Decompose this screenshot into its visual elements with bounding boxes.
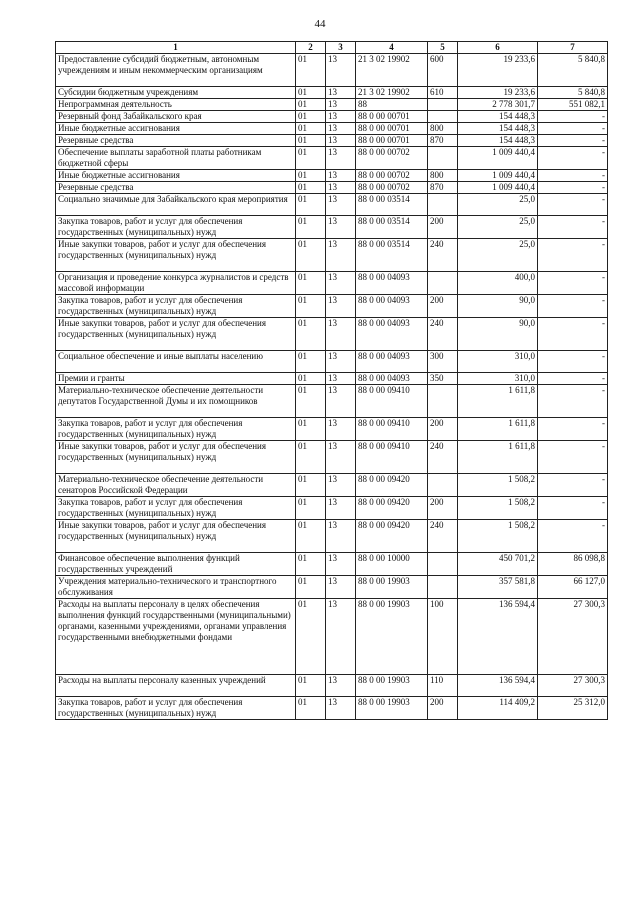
header-col-4: 4 <box>356 42 428 54</box>
row-subsection-cell: 13 <box>326 99 356 111</box>
row-section-cell: 01 <box>296 418 326 441</box>
row-amount-cell: 136 594,4 <box>458 599 538 675</box>
table-row <box>56 111 608 123</box>
table-row <box>56 239 608 272</box>
table-row <box>56 697 608 720</box>
row-amount-2-cell: 86 098,8 <box>538 553 608 576</box>
row-amount-2-cell: - <box>538 272 608 295</box>
row-section-cell: 01 <box>296 441 326 474</box>
row-target-code-cell: 88 0 00 00701 <box>356 123 428 135</box>
row-expense-type-cell: 600 <box>428 54 458 87</box>
row-target-code-cell: 88 0 00 09410 <box>356 385 428 418</box>
row-section-cell: 01 <box>296 675 326 697</box>
row-amount-cell: 400,0 <box>458 272 538 295</box>
budget-table <box>55 41 608 720</box>
table-row <box>56 295 608 318</box>
row-subsection-cell: 13 <box>326 216 356 239</box>
row-name-cell: Организация и проведение конкурса журналистов и средств массовой информации <box>56 272 296 295</box>
row-target-code-cell: 88 0 00 04093 <box>356 351 428 373</box>
row-section-cell: 01 <box>296 99 326 111</box>
row-name-cell: Непрограммная деятельность <box>56 99 296 111</box>
row-subsection-cell: 13 <box>326 599 356 675</box>
row-amount-cell: 19 233,6 <box>458 87 538 99</box>
row-amount-2-cell: - <box>538 295 608 318</box>
row-target-code-cell: 88 0 00 09420 <box>356 497 428 520</box>
row-amount-cell: 25,0 <box>458 216 538 239</box>
table-row <box>56 441 608 474</box>
table-row <box>56 194 608 216</box>
row-expense-type-cell: 350 <box>428 373 458 385</box>
row-amount-2-cell: - <box>538 123 608 135</box>
row-subsection-cell: 13 <box>326 418 356 441</box>
row-expense-type-cell: 610 <box>428 87 458 99</box>
row-amount-cell: 1 009 440,4 <box>458 170 538 182</box>
row-amount-cell: 1 611,8 <box>458 441 538 474</box>
row-amount-2-cell: 5 840,8 <box>538 87 608 99</box>
row-name-cell: Резервные средства <box>56 182 296 194</box>
row-target-code-cell: 88 0 00 19903 <box>356 697 428 720</box>
row-subsection-cell: 13 <box>326 123 356 135</box>
row-expense-type-cell: 240 <box>428 441 458 474</box>
row-name-cell: Закупка товаров, работ и услуг для обеспечения государственных (муниципальных) нужд <box>56 497 296 520</box>
row-subsection-cell: 13 <box>326 697 356 720</box>
row-name-cell: Закупка товаров, работ и услуг для обеспечения государственных (муниципальных) нужд <box>56 295 296 318</box>
row-amount-cell: 1 611,8 <box>458 418 538 441</box>
row-subsection-cell: 13 <box>326 373 356 385</box>
row-target-code-cell: 88 0 00 19903 <box>356 675 428 697</box>
row-amount-cell: 90,0 <box>458 318 538 351</box>
row-amount-cell: 1 508,2 <box>458 520 538 553</box>
row-subsection-cell: 13 <box>326 318 356 351</box>
row-subsection-cell: 13 <box>326 54 356 87</box>
row-subsection-cell: 13 <box>326 441 356 474</box>
row-expense-type-cell: 870 <box>428 182 458 194</box>
row-name-cell: Закупка товаров, работ и услуг для обеспечения государственных (муниципальных) нужд <box>56 418 296 441</box>
row-section-cell: 01 <box>296 295 326 318</box>
row-subsection-cell: 13 <box>326 497 356 520</box>
row-expense-type-cell: 200 <box>428 295 458 318</box>
row-subsection-cell: 13 <box>326 111 356 123</box>
row-expense-type-cell <box>428 385 458 418</box>
row-expense-type-cell: 200 <box>428 418 458 441</box>
row-amount-2-cell: - <box>538 497 608 520</box>
row-amount-cell: 1 009 440,4 <box>458 182 538 194</box>
row-section-cell: 01 <box>296 697 326 720</box>
row-amount-2-cell: - <box>538 474 608 497</box>
row-target-code-cell: 88 0 00 03514 <box>356 216 428 239</box>
row-amount-2-cell: - <box>538 385 608 418</box>
row-expense-type-cell: 100 <box>428 599 458 675</box>
row-amount-cell: 114 409,2 <box>458 697 538 720</box>
row-expense-type-cell <box>428 194 458 216</box>
row-expense-type-cell: 240 <box>428 239 458 272</box>
row-name-cell: Закупка товаров, работ и услуг для обеспечения государственных (муниципальных) нужд <box>56 697 296 720</box>
row-expense-type-cell: 240 <box>428 318 458 351</box>
row-amount-2-cell: - <box>538 182 608 194</box>
row-amount-2-cell: 5 840,8 <box>538 54 608 87</box>
row-amount-2-cell: - <box>538 111 608 123</box>
row-section-cell: 01 <box>296 54 326 87</box>
table-row <box>56 351 608 373</box>
row-name-cell: Расходы на выплаты персоналу казенных учреждений <box>56 675 296 697</box>
table-row <box>56 99 608 111</box>
table-row <box>56 373 608 385</box>
row-subsection-cell: 13 <box>326 87 356 99</box>
row-expense-type-cell: 200 <box>428 216 458 239</box>
row-name-cell: Финансовое обеспечение выполнения функций государственных учреждений <box>56 553 296 576</box>
row-section-cell: 01 <box>296 87 326 99</box>
table-row <box>56 135 608 147</box>
row-amount-cell: 154 448,3 <box>458 123 538 135</box>
row-amount-2-cell: 27 300,3 <box>538 599 608 675</box>
row-amount-cell: 2 778 301,7 <box>458 99 538 111</box>
row-expense-type-cell <box>428 576 458 599</box>
row-name-cell: Иные бюджетные ассигнования <box>56 123 296 135</box>
row-name-cell: Социально значимые для Забайкальского края мероприятия <box>56 194 296 216</box>
row-subsection-cell: 13 <box>326 576 356 599</box>
row-name-cell: Иные закупки товаров, работ и услуг для обеспечения государственных (муниципальных) нужд <box>56 441 296 474</box>
row-name-cell: Обеспечение выплаты заработной платы работникам бюджетной сферы <box>56 147 296 170</box>
row-expense-type-cell: 110 <box>428 675 458 697</box>
row-subsection-cell: 13 <box>326 520 356 553</box>
row-expense-type-cell: 870 <box>428 135 458 147</box>
row-section-cell: 01 <box>296 474 326 497</box>
row-amount-cell: 136 594,4 <box>458 675 538 697</box>
row-subsection-cell: 13 <box>326 351 356 373</box>
row-name-cell: Иные закупки товаров, работ и услуг для обеспечения государственных (муниципальных) нужд <box>56 520 296 553</box>
row-name-cell: Резервный фонд Забайкальского края <box>56 111 296 123</box>
row-target-code-cell: 88 0 00 19903 <box>356 576 428 599</box>
row-section-cell: 01 <box>296 170 326 182</box>
table-row <box>56 216 608 239</box>
row-section-cell: 01 <box>296 135 326 147</box>
row-amount-cell: 1 508,2 <box>458 497 538 520</box>
row-expense-type-cell: 240 <box>428 520 458 553</box>
row-target-code-cell: 88 0 00 04093 <box>356 295 428 318</box>
table-row <box>56 497 608 520</box>
row-target-code-cell: 88 0 00 19903 <box>356 599 428 675</box>
row-name-cell: Материально-техническое обеспечение деятельности сенаторов Российской Федерации <box>56 474 296 497</box>
row-expense-type-cell <box>428 111 458 123</box>
row-target-code-cell: 88 0 00 00702 <box>356 147 428 170</box>
row-target-code-cell: 21 3 02 19902 <box>356 87 428 99</box>
table-row <box>56 54 608 87</box>
row-subsection-cell: 13 <box>326 474 356 497</box>
row-subsection-cell: 13 <box>326 272 356 295</box>
row-target-code-cell: 21 3 02 19902 <box>356 54 428 87</box>
row-section-cell: 01 <box>296 351 326 373</box>
row-name-cell: Материально-техническое обеспечение деятельности депутатов Государственной Думы и их помощников <box>56 385 296 418</box>
row-expense-type-cell <box>428 474 458 497</box>
table-body <box>56 54 608 720</box>
table-row <box>56 272 608 295</box>
row-target-code-cell: 88 0 00 09410 <box>356 441 428 474</box>
row-amount-cell: 1 508,2 <box>458 474 538 497</box>
row-amount-cell: 19 233,6 <box>458 54 538 87</box>
row-target-code-cell: 88 0 00 09410 <box>356 418 428 441</box>
row-subsection-cell: 13 <box>326 295 356 318</box>
row-section-cell: 01 <box>296 182 326 194</box>
row-section-cell: 01 <box>296 385 326 418</box>
row-name-cell: Учреждения материально-технического и транспортного обслуживания <box>56 576 296 599</box>
table-row <box>56 675 608 697</box>
row-name-cell: Субсидии бюджетным учреждениям <box>56 87 296 99</box>
row-amount-cell: 25,0 <box>458 239 538 272</box>
row-target-code-cell: 88 0 00 04093 <box>356 373 428 385</box>
table-row <box>56 123 608 135</box>
row-target-code-cell: 88 0 00 04093 <box>356 272 428 295</box>
row-amount-cell: 1 009 440,4 <box>458 147 538 170</box>
row-target-code-cell: 88 0 00 04093 <box>356 318 428 351</box>
table-row <box>56 599 608 675</box>
page-number: 44 <box>314 18 326 30</box>
row-subsection-cell: 13 <box>326 385 356 418</box>
row-amount-2-cell: - <box>538 373 608 385</box>
row-amount-2-cell: - <box>538 239 608 272</box>
row-target-code-cell: 88 0 00 03514 <box>356 239 428 272</box>
table-row <box>56 474 608 497</box>
row-amount-cell: 1 611,8 <box>458 385 538 418</box>
row-name-cell: Социальное обеспечение и иные выплаты населению <box>56 351 296 373</box>
row-name-cell: Резервные средства <box>56 135 296 147</box>
row-amount-2-cell: - <box>538 216 608 239</box>
row-name-cell: Премии и гранты <box>56 373 296 385</box>
row-amount-2-cell: 66 127,0 <box>538 576 608 599</box>
table-header-row <box>56 42 608 54</box>
header-col-2: 2 <box>296 42 326 54</box>
header-col-1: 1 <box>56 42 296 54</box>
row-target-code-cell: 88 0 00 00702 <box>356 182 428 194</box>
row-amount-2-cell: - <box>538 520 608 553</box>
row-subsection-cell: 13 <box>326 239 356 272</box>
row-expense-type-cell: 200 <box>428 697 458 720</box>
row-subsection-cell: 13 <box>326 170 356 182</box>
row-section-cell: 01 <box>296 373 326 385</box>
row-section-cell: 01 <box>296 239 326 272</box>
row-subsection-cell: 13 <box>326 194 356 216</box>
table-row <box>56 385 608 418</box>
row-amount-2-cell: 551 082,1 <box>538 99 608 111</box>
table-row <box>56 318 608 351</box>
row-section-cell: 01 <box>296 599 326 675</box>
row-target-code-cell: 88 0 00 09420 <box>356 520 428 553</box>
row-amount-2-cell: - <box>538 147 608 170</box>
row-amount-2-cell: - <box>538 351 608 373</box>
row-section-cell: 01 <box>296 272 326 295</box>
row-name-cell: Предоставление субсидий бюджетным, автономным учреждениям и иным некоммерческим организациям <box>56 54 296 87</box>
row-section-cell: 01 <box>296 497 326 520</box>
row-section-cell: 01 <box>296 216 326 239</box>
row-subsection-cell: 13 <box>326 135 356 147</box>
row-section-cell: 01 <box>296 147 326 170</box>
row-section-cell: 01 <box>296 111 326 123</box>
row-section-cell: 01 <box>296 576 326 599</box>
row-target-code-cell: 88 <box>356 99 428 111</box>
table-row <box>56 170 608 182</box>
row-amount-2-cell: - <box>538 318 608 351</box>
row-expense-type-cell <box>428 147 458 170</box>
row-expense-type-cell: 300 <box>428 351 458 373</box>
table-row <box>56 576 608 599</box>
row-amount-2-cell: - <box>538 194 608 216</box>
table-row <box>56 520 608 553</box>
row-amount-cell: 25,0 <box>458 194 538 216</box>
row-amount-2-cell: - <box>538 418 608 441</box>
header-col-5: 5 <box>428 42 458 54</box>
row-section-cell: 01 <box>296 520 326 553</box>
row-section-cell: 01 <box>296 123 326 135</box>
row-name-cell: Иные бюджетные ассигнования <box>56 170 296 182</box>
row-amount-cell: 310,0 <box>458 351 538 373</box>
row-subsection-cell: 13 <box>326 147 356 170</box>
row-section-cell: 01 <box>296 553 326 576</box>
row-amount-2-cell: - <box>538 170 608 182</box>
row-amount-cell: 154 448,3 <box>458 111 538 123</box>
row-name-cell: Расходы на выплаты персоналу в целях обеспечения выполнения функций государственными (муниципальными) органами, казенными учреждениями, органами управления государственными внебюджетными фондами <box>56 599 296 675</box>
row-name-cell: Закупка товаров, работ и услуг для обеспечения государственных (муниципальных) нужд <box>56 216 296 239</box>
row-amount-cell: 310,0 <box>458 373 538 385</box>
table-row <box>56 182 608 194</box>
row-target-code-cell: 88 0 00 00702 <box>356 170 428 182</box>
row-subsection-cell: 13 <box>326 182 356 194</box>
row-amount-2-cell: - <box>538 135 608 147</box>
table-row <box>56 87 608 99</box>
row-target-code-cell: 88 0 00 09420 <box>356 474 428 497</box>
row-expense-type-cell <box>428 272 458 295</box>
row-target-code-cell: 88 0 00 00701 <box>356 111 428 123</box>
row-target-code-cell: 88 0 00 03514 <box>356 194 428 216</box>
row-amount-2-cell: 25 312,0 <box>538 697 608 720</box>
row-subsection-cell: 13 <box>326 553 356 576</box>
row-amount-cell: 450 701,2 <box>458 553 538 576</box>
row-amount-cell: 357 581,8 <box>458 576 538 599</box>
row-expense-type-cell: 200 <box>428 497 458 520</box>
header-col-7: 7 <box>538 42 608 54</box>
table-row <box>56 553 608 576</box>
row-section-cell: 01 <box>296 318 326 351</box>
row-name-cell: Иные закупки товаров, работ и услуг для обеспечения государственных (муниципальных) нужд <box>56 239 296 272</box>
row-expense-type-cell <box>428 553 458 576</box>
header-col-6: 6 <box>458 42 538 54</box>
row-target-code-cell: 88 0 00 00701 <box>356 135 428 147</box>
row-subsection-cell: 13 <box>326 675 356 697</box>
row-expense-type-cell: 800 <box>428 123 458 135</box>
row-amount-cell: 90,0 <box>458 295 538 318</box>
row-section-cell: 01 <box>296 194 326 216</box>
header-col-3: 3 <box>326 42 356 54</box>
row-name-cell: Иные закупки товаров, работ и услуг для обеспечения государственных (муниципальных) нужд <box>56 318 296 351</box>
table-row <box>56 147 608 170</box>
row-amount-2-cell: 27 300,3 <box>538 675 608 697</box>
row-expense-type-cell: 800 <box>428 170 458 182</box>
row-expense-type-cell <box>428 99 458 111</box>
row-amount-2-cell: - <box>538 441 608 474</box>
row-target-code-cell: 88 0 00 10000 <box>356 553 428 576</box>
table-row <box>56 418 608 441</box>
row-amount-cell: 154 448,3 <box>458 135 538 147</box>
